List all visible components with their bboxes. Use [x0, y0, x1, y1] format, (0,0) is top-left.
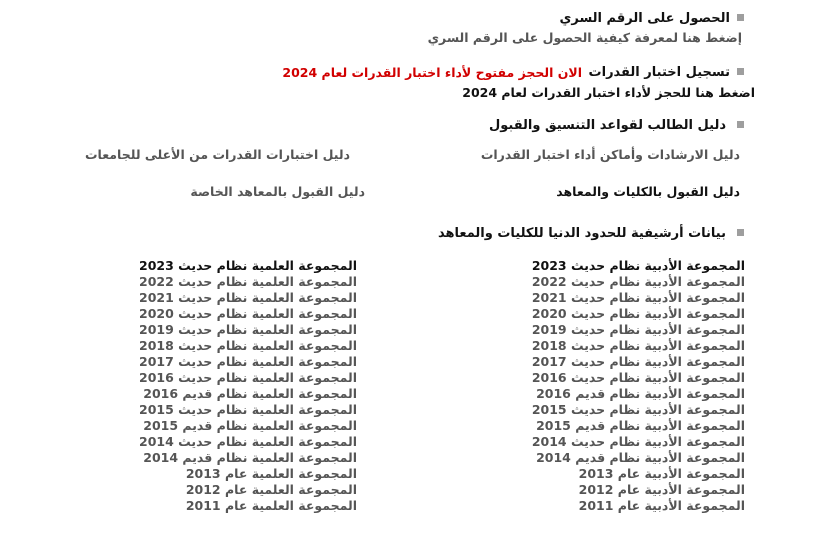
list-item[interactable]: المجموعة العلمية نظام حديث 2020: [139, 306, 357, 321]
list-item[interactable]: المجموعة العلمية نظام قديم 2015: [143, 418, 357, 433]
list-item[interactable]: المجموعة الأدبية نظام حديث 2016: [531, 370, 745, 385]
bullet-icon: [737, 68, 744, 75]
literary-list: [532, 258, 745, 514]
list-item[interactable]: المجموعة العلمية نظام قديم 2016: [143, 386, 357, 401]
list-item[interactable]: المجموعة الأدبية عام 2013: [578, 466, 745, 481]
list-item[interactable]: المجموعة العلمية نظام حديث 2019: [139, 322, 357, 337]
list-item[interactable]: المجموعة الأدبية نظام حديث 2019: [531, 322, 745, 337]
list-item[interactable]: المجموعة العلمية عام 2011: [185, 498, 357, 513]
guide-link-tests-universities[interactable]: دليل اختبارات القدرات من الأعلى للجامعات: [84, 147, 350, 162]
list-item[interactable]: المجموعة الأدبية نظام حديث 2017: [531, 354, 745, 369]
tests-open-notice[interactable]: الان الحجز مفتوح لأداء اختبار القدرات لعام 2024: [282, 65, 582, 80]
list-item[interactable]: المجموعة العلمية نظام حديث 2017: [139, 354, 357, 369]
list-item[interactable]: المجموعة العلمية نظام حديث 2021: [139, 290, 357, 305]
guide-link-private-institutes[interactable]: دليل القبول بالمعاهد الخاصة: [190, 184, 365, 199]
list-item[interactable]: المجموعة الأدبية نظام حديث 2015: [531, 402, 745, 417]
list-item[interactable]: المجموعة الأدبية نظام حديث 2021: [531, 290, 745, 305]
list-item[interactable]: المجموعة الأدبية عام 2011: [578, 498, 745, 513]
list-item[interactable]: المجموعة الأدبية نظام حديث 2014: [531, 434, 745, 449]
list-item[interactable]: المجموعة العلمية نظام حديث 2018: [139, 338, 357, 353]
list-item[interactable]: المجموعة الأدبية نظام قديم 2015: [536, 418, 745, 433]
list-item[interactable]: المجموعة العلمية عام 2013: [185, 466, 357, 481]
list-item[interactable]: المجموعة العلمية نظام حديث 2015: [139, 402, 357, 417]
guide-link-test-locations[interactable]: دليل الارشادات وأماكن أداء اختبار القدرات: [480, 147, 740, 162]
list-item[interactable]: المجموعة العلمية نظام قديم 2014: [143, 450, 357, 465]
list-item[interactable]: المجموعة العلمية نظام حديث 2022: [139, 274, 357, 289]
secret-number-link[interactable]: إضغط هنا لمعرفة كيفية الحصول على الرقم السري: [427, 30, 742, 45]
list-item[interactable]: المجموعة الأدبية عام 2012: [578, 482, 745, 497]
list-item[interactable]: المجموعة الأدبية نظام حديث 2020: [531, 306, 745, 321]
list-item[interactable]: المجموعة العلمية نظام حديث 2023: [139, 258, 357, 273]
tests-registration-title: تسجيل اختبار القدرات: [588, 65, 730, 80]
tests-booking-link[interactable]: اضغط هنا للحجز لأداء اختبار القدرات لعام 2024: [462, 85, 755, 100]
archive-title: بيانات أرشيفية للحدود الدنيا للكليات والمعاهد: [437, 226, 726, 241]
student-guide-title: دليل الطالب لقواعد التنسيق والقبول: [488, 118, 726, 133]
guide-link-colleges-admission[interactable]: دليل القبول بالكليات والمعاهد: [556, 184, 740, 199]
secret-number-title: الحصول على الرقم السري: [559, 11, 730, 26]
list-item[interactable]: المجموعة العلمية عام 2012: [185, 482, 357, 497]
bullet-icon: [737, 121, 744, 128]
bullet-icon: [737, 14, 744, 21]
list-item[interactable]: المجموعة الأدبية نظام قديم 2014: [536, 450, 745, 465]
list-item[interactable]: المجموعة الأدبية نظام حديث 2023: [531, 258, 745, 273]
scientific-list: [139, 258, 357, 514]
list-item[interactable]: المجموعة العلمية نظام حديث 2016: [139, 370, 357, 385]
list-item[interactable]: المجموعة الأدبية نظام قديم 2016: [536, 386, 745, 401]
list-item[interactable]: المجموعة الأدبية نظام حديث 2022: [531, 274, 745, 289]
list-item[interactable]: المجموعة الأدبية نظام حديث 2018: [531, 338, 745, 353]
list-item[interactable]: المجموعة العلمية نظام حديث 2014: [139, 434, 357, 449]
bullet-icon: [737, 229, 744, 236]
